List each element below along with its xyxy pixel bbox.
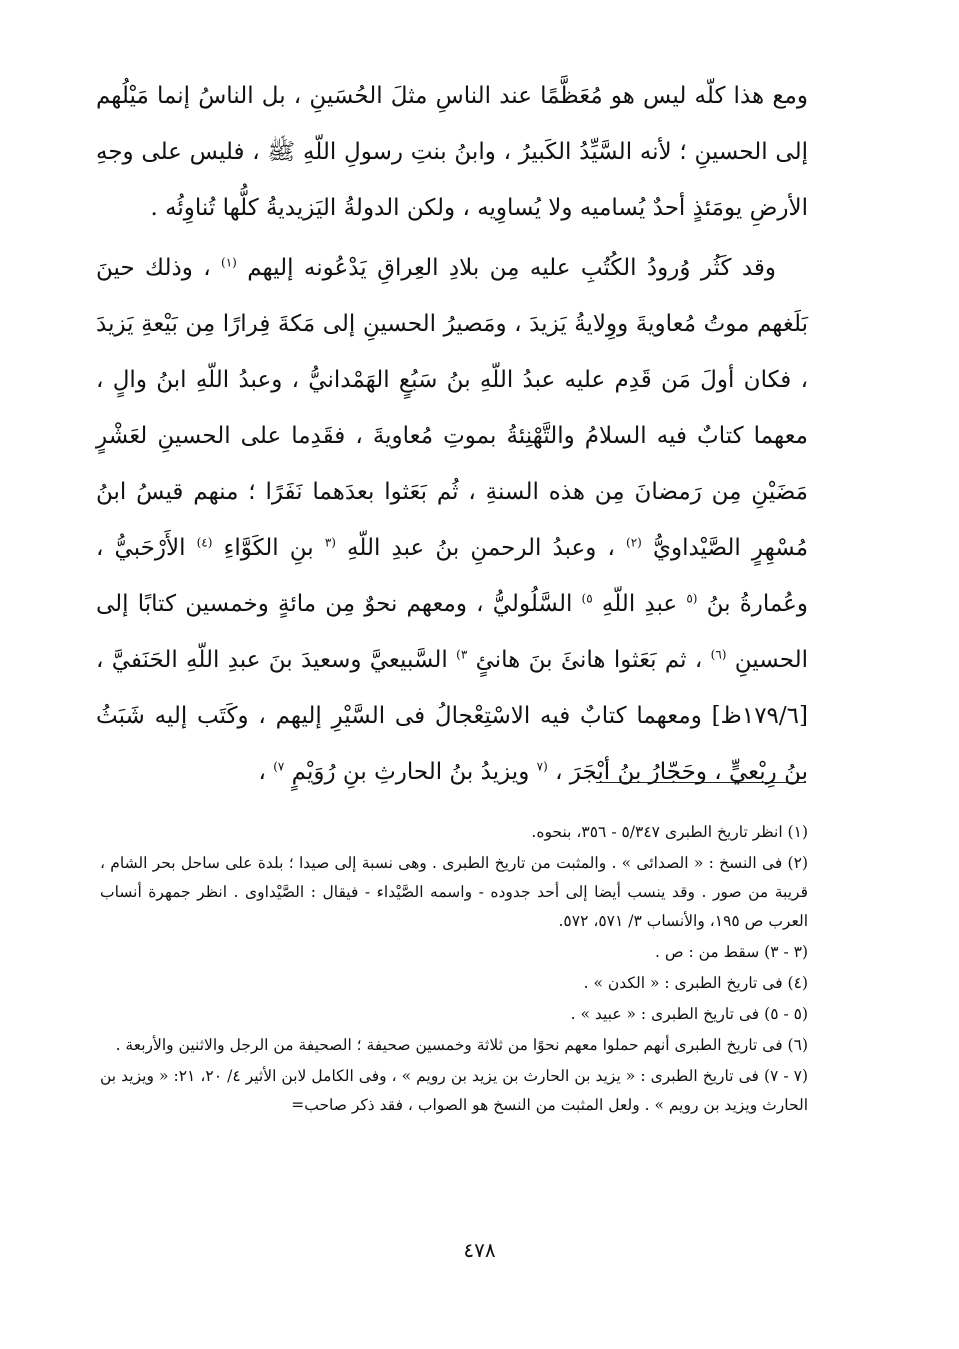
footnote-marker: ٣) [456, 647, 468, 662]
footnote-marker: (١) [221, 255, 237, 270]
text-run: الأَرْحَبيُّ ، وعُمارةُ بنُ [96, 535, 809, 617]
footnote-marker: ٥) [581, 591, 593, 606]
paragraph-2 [96, 240, 808, 800]
footnote-2: (٢) فى النسخ : « الصدائى » . والمثبت من تاريخ الطبرى . وهى نسبة إلى صيدا ؛ بلدة على ساحل بحر الشام ، قريبة من صور . وقد ينسب أيضا إلى أحد جدوده - واسمه الصَّيْداء - فيقال : الصَّيْداوى . انظر جمهرة أنساب العرب ص ١٩٥، والأنساب ٣/ ٥٧١، ٥٧٢. [100, 854, 808, 930]
footnote-marker: (٦) [710, 647, 727, 662]
footnote-4: (٤) فى تاريخ الطبرى : « الكدن » . [583, 974, 808, 992]
main-text [96, 68, 808, 800]
text-run: السَّبيعيَّ وسعيدَ بنَ عبدِ اللّهِ الحَنَفيَّ ، [١٧٩/٦ظ] ومعهما كتابٌ فيه الاسْتِعْجالُ فى السَّيْرِ إليهم ، وكَتَب إليه شَبَثُ بنُ رِبْعيٍّ ، وحَجّارُ بنُ أبْجَرَ ، [96, 647, 808, 785]
text-run: عبدِ اللّهِ [592, 591, 678, 617]
footnote-5: (٥ - ٥) فى تاريخ الطبرى : « عبيد » . [570, 1005, 808, 1023]
footnote-1: (١) انظر تاريخ الطبرى ٥/٣٤٧ - ٣٥٦، بنحوه. [531, 823, 808, 841]
footnote-marker: (٧ [536, 759, 548, 774]
footnote-marker: (٣ [324, 535, 336, 550]
text-run: بنِ الكَوَّاءِ [212, 535, 314, 561]
text-run: ، ثم بَعَثوا هانئَ بنَ هانئٍ [467, 647, 703, 673]
footnote-marker: (٢) [626, 535, 642, 550]
footnotes [100, 818, 808, 1122]
text-run: ، وعبدُ الرحمنِ بنُ عبدِ اللّهِ [335, 535, 615, 561]
footnote-marker: (٥ [686, 591, 698, 606]
footnote-6: (٦) فى تاريخ الطبرى أنهم حملوا معهم نحوًا من ثلاثة وخمسين صحيفة ؛ الصحيفة من الرجل والاثنين والأربعة . [115, 1036, 808, 1054]
text-run: ، [258, 759, 266, 785]
footnote-marker: ٧) [273, 759, 285, 774]
text-run: السَّلُوليُّ ، ومعهم نحوٌ مِن مائةٍ وخمسين كتابًا إلى الحسينِ [96, 591, 808, 673]
text-run: وقد كَثُر وُرودُ الكُتُبِ عليه مِن بلادِ العِراقِ يَدْعُونه إليهم [236, 255, 777, 281]
text-run: ويزيدُ بنُ الحارثِ بنِ رُوَيْمٍ [284, 759, 530, 785]
footnote-3: (٣ - ٣) سقط من : ص . [654, 943, 808, 961]
page-number: ٤٧٨ [463, 1238, 496, 1262]
paragraph-1: ومع هذا كلّه ليس هو مُعَظَّمًا عند الناسِ مثلَ الحُسَينِ ، بل الناسُ إنما مَيْلُهم إلى الحسينِ ؛ لأنه السَّيِّدُ الكَبيرُ ، وابنُ بنتِ رسولِ اللّهِ ﷺ ، فليس على وجهِ الأرضِ يومَئذٍ أحدٌ يُساميه ولا يُساوِيه ، ولكن الدولةُ اليَزيديةُ كلُّها تُناوِئُه . [96, 83, 808, 221]
footnote-marker: (٤) [196, 535, 213, 550]
footnote-divider [596, 782, 806, 783]
text-run: ، وذلك حينَ بَلَغهم موتُ مُعاويةَ ووِلايةُ يَزيدَ ، ومَصيرُ الحسينِ إلى مَكةَ فِرارًا مِن بَيْعةِ يَزيدَ ، فكان أولَ مَن قَدِم عليه عبدُ اللّهِ بنُ سَبُعٍ الهَمْدانيُّ ، وعبدُ اللّهِ ابنُ والٍ ، معهما كتابٌ فيه السلامُ والتَّهْنِئةُ بموتِ مُعاويةَ ، فقَدِما على الحسينِ لعَشْرٍ مَضَيْنِ مِن رَمضانَ مِن هذه السنةِ ، ثُم بَعَثوا بعدَهما نَفَرًا ؛ منهم قيسُ ابنُ مُسْهِرٍ الصَّيْداويُّ [96, 255, 809, 561]
footnote-7: (٧ - ٧) فى تاريخ الطبرى : « يزيد بن الحارث بن يزيد بن رويم » ، وفى الكامل لابن الأثير ٤/ ٢٠، ٢١: « ويزيد بن الحارث ويزيد بن رويم » . ولعل المثبت من النسخ هو الصواب ، فقد ذكر صاحب= [100, 1067, 809, 1114]
